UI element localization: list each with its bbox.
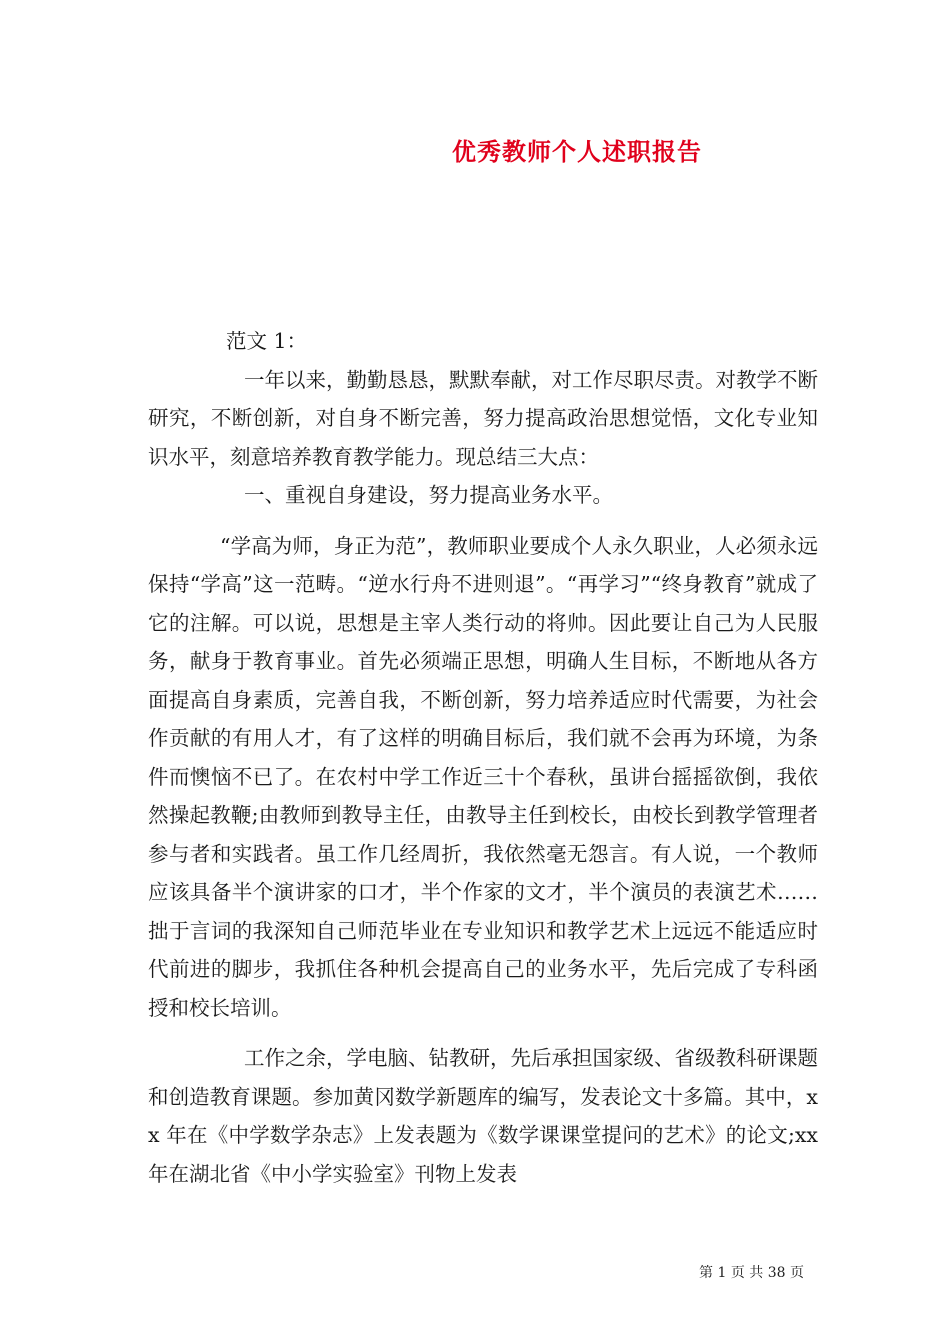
section-heading-1: 一、重视自身建设，努力提高业务水平。	[244, 483, 613, 507]
page-footer: 第 1 页 共 38 页	[699, 1265, 804, 1281]
document-title: 优秀教师个人述职报告	[452, 137, 702, 166]
paragraph-body-2: 工作之余，学电脑、钻教研，先后承担国家级、省级教科研课题和创造教育课题。参加黄冈数学新题库的编写，发表论文十多篇。其中，xx 年在《中学数学杂志》上发表题为《数学课课堂提问的艺术》的论文;xx 年在湖北省《中小学实验室》刊物上发表	[148, 1046, 818, 1186]
document-body	[148, 322, 818, 1193]
paragraph-intro: 一年以来，勤勤恳恳，默默奉献，对工作尽职尽责。对教学不断研究，不断创新，对自身不断完善，努力提高政治思想觉悟，文化专业知识水平，刻意培养教育教学能力。现总结三大点：	[148, 367, 818, 469]
sample-label: 范文 1：	[226, 329, 308, 353]
paragraph-body-1: “学高为师，身正为范”，教师职业要成个人永久职业，人必须永远保持“学高”这一范畴。“逆水行舟不进则退”。“再学习”“终身教育”就成了它的注解。可以说，思想是主宰人类行动的将帅。因此要让自己为人民服务，献身于教育事业。首先必须端正思想，明确人生目标，不断地从各方面提高自身素质，完善自我，不断创新，努力培养适应时代需要，为社会作贡献的有用人才，有了这样的明确目标后，我们就不会再为环境，为条件而懊恼不已了。在农村中学工作近三十个春秋，虽讲台摇摇欲倒，我依然操起教鞭;由教师到教导主任，由教导主任到校长，由校长到教学管理者参与者和实践者。虽工作几经周折，我依然毫无怨言。有人说，一个教师应该具备半个演讲家的口才，半个作家的文才，半个演员的表演艺术……拙于言词的我深知自己师范毕业在专业知识和教学艺术上远远不能适应时代前进的脚步，我抓住各种机会提高自己的业务水平，先后完成了专科函授和校长培训。	[148, 533, 818, 1020]
